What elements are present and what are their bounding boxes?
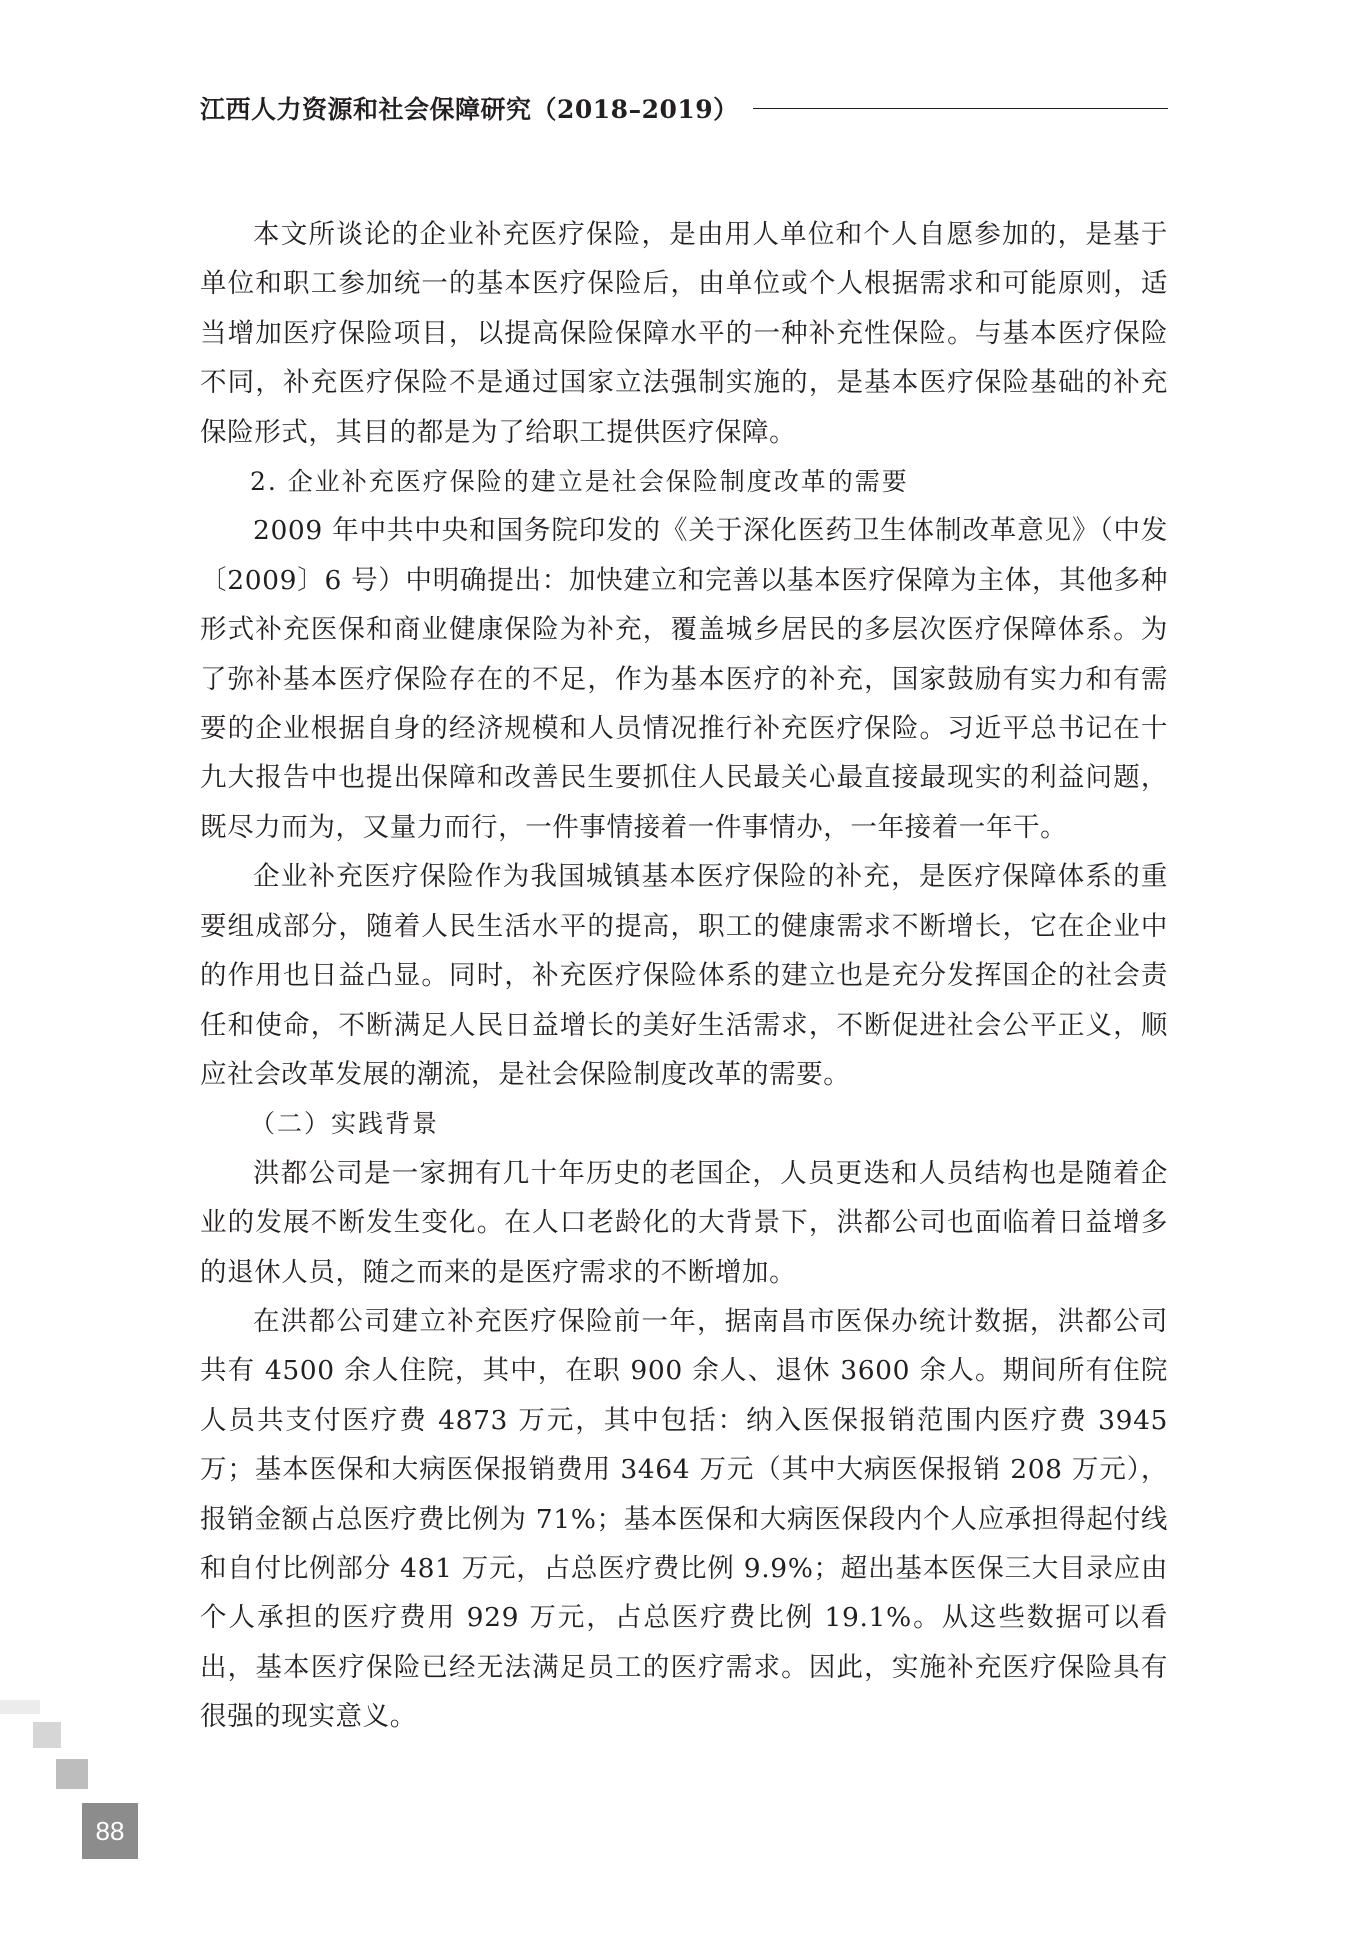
header-rule bbox=[753, 108, 1168, 109]
paragraph: 企业补充医疗保险作为我国城镇基本医疗保险的补充，是医疗保障体系的重要组成部分，随着人民生活水平的提高，职工的健康需求不断增长，它在企业中的作用也日益凸显。同时，补充医疗保险体系的建立也是充分发挥国企的社会责任和使命，不断满足人民日益增长的美好生活需求，不断促进社会公平正义，顺应社会改革发展的潮流，是社会保险制度改革的需要。 bbox=[200, 861, 1168, 1090]
decorative-square bbox=[56, 1759, 88, 1789]
section-subheading: 2. 企业补充医疗保险的建立是社会保险制度改革的需要 bbox=[250, 467, 909, 497]
paragraph: 在洪都公司建立补充医疗保险前一年，据南昌市医保办统计数据，洪都公司共有 4500 余人住院，其中，在职 900 余人、退休 3600 余人。期间所有住院人员共支付医疗费 4873 万元，其中包括：纳入医保报销范围内医疗费 3945 万；基本医保和大病医保报销费用 3464 万元（其中大病医保报销 208 万元），报销金额占总医疗费比例为 71%；基本医保和大病医保段内个人应承担得起付线和自付比例部分 481 万元，占总医疗费比例 9.9%；超出基本医保三大目录应由个人承担的医疗费用 929 万元，占总医疗费比例 19.1%。从这些数据可以看出，基本医疗保险已经无法满足员工的医疗需求。因此，实施补充医疗保险具有很强的现实意义。 bbox=[200, 1305, 1168, 1733]
running-header bbox=[200, 88, 1168, 128]
decorative-square bbox=[0, 1700, 40, 1714]
page-number-box bbox=[82, 1803, 138, 1859]
paragraph: 2009 年中共中央和国务院印发的《关于深化医药卫生体制改革意见》（中发〔2009〕6 号）中明确提出：加快建立和完善以基本医疗保障为主体，其他多种形式补充医保和商业健康保险为补充，覆盖城乡居民的多层次医疗保障体系。为了弥补基本医疗保险存在的不足，作为基本医疗的补充，国家鼓励有实力和有需要的企业根据自身的经济规模和人员情况推行补充医疗保险。习近平总书记在十九大报告中也提出保障和改善民生要抓住人民最关心最直接最现实的利益问题，既尽力而为，又量力而行，一件事情接着一件事情办，一年接着一年干。 bbox=[200, 515, 1168, 843]
running-title: 江西人力资源和社会保障研究（2018–2019） bbox=[200, 95, 739, 124]
page-number: 88 bbox=[95, 1815, 125, 1846]
paragraph: 本文所谈论的企业补充医疗保险，是由用人单位和个人自愿参加的，是基于单位和职工参加统一的基本医疗保险后，由单位或个人根据需求和可能原则，适当增加医疗保险项目，以提高保险保障水平的一种补充性保险。与基本医疗保险不同，补充医疗保险不是通过国家立法强制实施的，是基本医疗保险基础的补充保险形式，其目的都是为了给职工提供医疗保障。 bbox=[200, 219, 1168, 448]
section-subheading: （二）实践背景 bbox=[250, 1109, 440, 1139]
body-text bbox=[200, 210, 1168, 1742]
decorative-square bbox=[33, 1722, 61, 1748]
paragraph: 洪都公司是一家拥有几十年历史的老国企，人员更迭和人员结构也是随着企业的发展不断发生变化。在人口老龄化的大背景下，洪都公司也面临着日益增多的退休人员，随之而来的是医疗需求的不断增加。 bbox=[200, 1157, 1168, 1288]
